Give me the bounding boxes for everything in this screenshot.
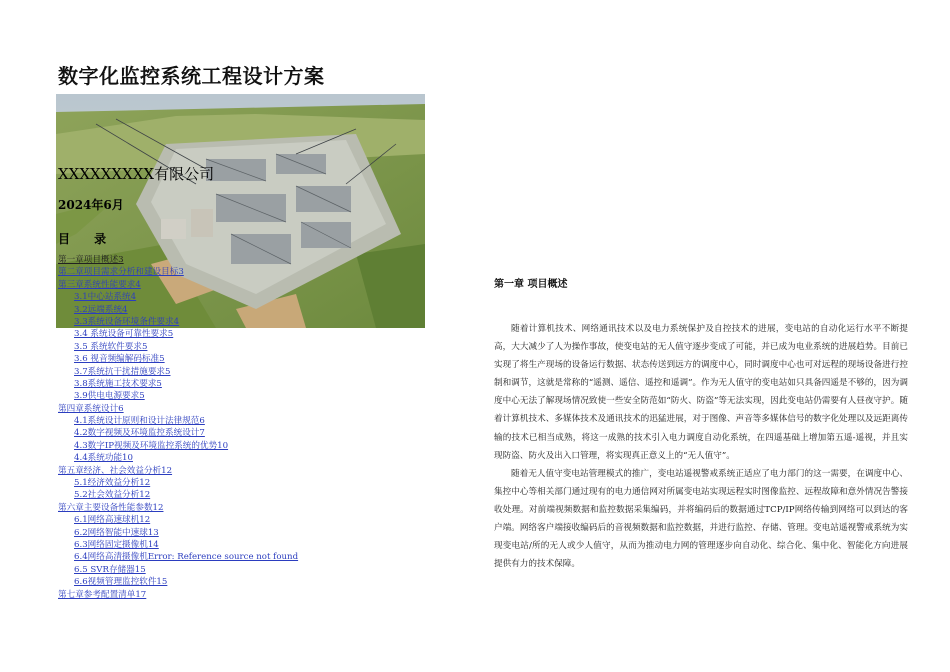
toc-entry-link[interactable]: 3.8系统施工技术要求5	[74, 378, 162, 389]
toc-entry-link[interactable]: 第六章主要设备性能参数12	[58, 502, 164, 513]
toc-entry-link[interactable]: 4.1系统设计原则和设计法律规范6	[74, 416, 205, 427]
toc-entry-link[interactable]: 3.2远端系统4	[74, 304, 128, 315]
toc-entry-link[interactable]: 第四章系统设计6	[58, 403, 124, 414]
toc-entry-link[interactable]: 第二章项目需求分析和建设目标3	[58, 267, 184, 278]
toc-entry-link[interactable]: 6.4网络高清摄像机Error: Reference source not found	[74, 552, 299, 563]
toc-entry-link[interactable]: 6.3网络固定摄像机14	[74, 539, 159, 550]
company-name: XXXXXXXXX有限公司	[58, 165, 215, 183]
chapter-body	[494, 320, 908, 573]
toc-entry-link[interactable]: 第三章系统性能要求4	[58, 279, 141, 290]
toc-entry-link[interactable]: 4.3数字IP视频及环境监控系统的优势10	[74, 440, 229, 451]
toc-entry-link[interactable]: 6.2网络智能中速球13	[74, 527, 159, 538]
table-of-contents	[58, 254, 438, 601]
toc-entry-link[interactable]: 3.5 系统软件要求5	[74, 341, 148, 352]
toc-entry-link[interactable]: 第五章经济、社会效益分析12	[58, 465, 173, 476]
toc-entry-link[interactable]: 第七章参考配置清单17	[58, 589, 147, 600]
body-paragraph: 随着无人值守变电站管理模式的推广，变电站遥视警戒系统正适应了电力部门的这一需要，在调度中心、集控中心等相关部门通过现有的电力通信网对所属变电站实现远程实时图像监控、远程故障和意外情况告警接收处理。对前端视频数据和监控数据采集编码，并将编码后的数据通过TCP/IP网络传输到网络可以到达的客户端。网络客户端接收编码后的音视频数据和监控数据，并进行监控、存储、管理。变电站遥视警戒系统为实现变电站/所的无人或少人值守，从而为推动电力网的管理逐步向自动化、综合化、集中化、智能化方向进展提供有力的技术保障。	[494, 468, 908, 570]
toc-entry-link[interactable]: 3.4 系统设备可靠性要求5	[74, 329, 174, 340]
toc-entry-link[interactable]: 5.2社会效益分析12	[74, 490, 151, 501]
toc-entry-link[interactable]: 5.1经济效益分析12	[74, 478, 151, 489]
document-date: 2024年6月	[58, 198, 124, 212]
toc-heading: 目 录	[58, 232, 117, 246]
toc-entry-link[interactable]: 6.1网络高速球机12	[74, 515, 151, 526]
toc-entry-link[interactable]: 3.7系统抗干扰措施要求5	[74, 366, 171, 377]
toc-entry-link[interactable]: 3.9供电电源要求5	[74, 391, 145, 402]
toc-entry-link[interactable]: 第一章项目概述3	[58, 255, 124, 265]
chapter-title: 第一章 项目概述	[494, 279, 568, 290]
body-paragraph: 随着计算机技术、网络通讯技术以及电力系统保护及自控技术的进展，变电站的自动化运行水平不断提高，大大减少了人为操作事故，使变电站的无人值守逐步变成了可能，并已成为电业系统的进展趋势。目前已实现了将生产现场的设备运行数据、状态传送到远方的调度中心，同时调度中心也可对远程的现场设备进行控制和调节，这就是常称的“遥测、遥信、遥控和遥调”。作为无人值守的变电站如只具备四遥是不够的，因为调度中心无法了解现场情况致使一些安全防范如“防火、防盗”等无法实现，因此变电站仍需要有人昼夜守护。随着计算机技术、多媒体技术及通讯技术的迅猛进展，对于图像、声音等多媒体信号的数字化处理以及远距离传输的技术已相当成熟，将这一成熟的技术引入电力调度自动化系统，在四遥基础上增加第五遥-遥视，并且实现防盗、防火及出入口管理，将实现真正意义上的“无人值守”。	[494, 324, 908, 461]
toc-entry-link[interactable]: 6.5 SVR存储器15	[74, 564, 146, 575]
toc-entry-link[interactable]: 3.6 视音频编解码标准5	[74, 354, 165, 365]
toc-entry-link[interactable]: 4.4系统功能10	[74, 453, 133, 464]
toc-entry-link[interactable]: 3.3系统设备环境条件要求4	[74, 316, 180, 327]
toc-entry-link[interactable]: 4.2数字视频及环境监控系统设计7	[74, 428, 205, 439]
toc-entry-link[interactable]: 6.6视频管理监控软件15	[74, 577, 168, 588]
document-title: 数字化监控系统工程设计方案	[58, 64, 325, 88]
toc-entry-link[interactable]: 3.1中心站系统4	[74, 292, 137, 303]
